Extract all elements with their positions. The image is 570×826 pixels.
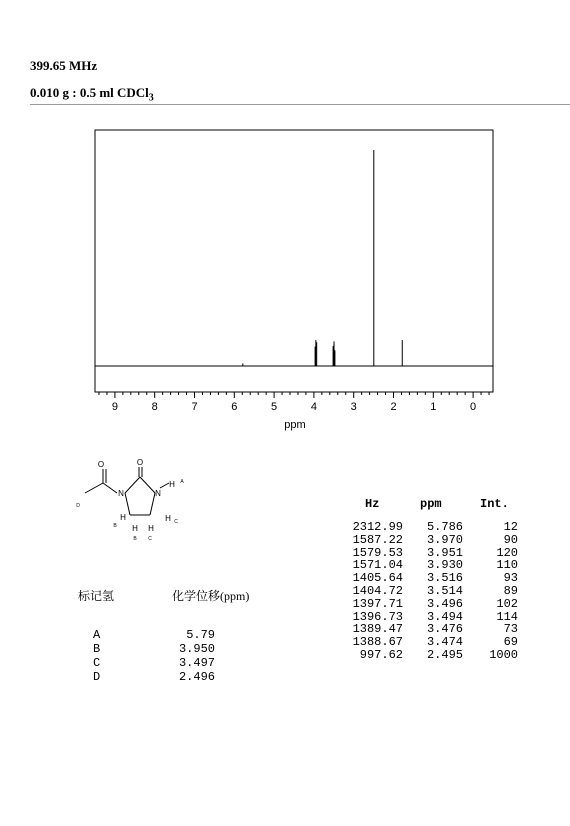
peak-hz-cell: 1396.73	[352, 609, 403, 624]
x-tick-label: 5	[271, 401, 278, 413]
atom-label: C	[174, 519, 178, 525]
assignment-shift-header: 化学位移(ppm)	[172, 589, 250, 603]
peak-table-header-hz: Hz	[365, 497, 380, 511]
atom-label: H	[165, 514, 171, 523]
peak-int-cell: 73	[503, 622, 518, 637]
x-tick-label: 4	[310, 401, 317, 413]
peak-int-cell: 90	[503, 532, 518, 547]
peak-ppm-cell: 3.516	[426, 571, 463, 586]
assignment-row-shift: 3.950	[178, 642, 215, 656]
molecule-structure	[65, 455, 215, 550]
atom-label: A	[180, 479, 184, 485]
x-tick-label: 7	[191, 401, 198, 413]
peak-lines	[243, 150, 402, 366]
assignment-row-label: B	[93, 642, 101, 656]
atom-label: H	[132, 524, 138, 533]
bond	[140, 477, 155, 493]
atom-label: O	[136, 458, 144, 467]
plot-frame	[95, 130, 493, 392]
bond	[85, 483, 103, 493]
peak-hz-cell: 1579.53	[352, 545, 403, 560]
atom-label: B	[133, 536, 137, 542]
x-tick-label: 8	[151, 401, 158, 413]
assignment-row-label: A	[93, 628, 101, 642]
x-tick-label: 6	[231, 401, 238, 413]
peak-hz-cell: 1388.67	[352, 635, 403, 650]
peak-hz-cell: 1389.47	[352, 622, 403, 637]
x-tick-label: 2	[390, 401, 397, 413]
atom-label: H	[169, 480, 175, 489]
peak-int-cell: 12	[503, 520, 518, 534]
peak-ppm-cell: 3.476	[426, 622, 463, 637]
peak-ppm-cell: 5.786	[426, 520, 463, 534]
peak-hz-cell: 1397.71	[352, 596, 403, 611]
assignment-row-shift: 3.497	[178, 656, 215, 670]
atom-label: N	[155, 489, 161, 498]
bond	[103, 483, 117, 493]
peak-ppm-cell: 3.930	[426, 558, 463, 573]
x-axis-ticks	[99, 392, 489, 398]
x-axis-label: ppm	[284, 419, 306, 431]
x-tick-label: 0	[470, 401, 477, 413]
peak-hz-cell: 2312.99	[352, 520, 403, 534]
peak-hz-cell: 997.62	[359, 648, 403, 662]
peak-ppm-cell: 3.951	[426, 545, 463, 560]
peak-int-cell: 114	[496, 609, 518, 624]
peak-ppm-cell: 3.494	[426, 609, 463, 624]
atom-label: D	[76, 503, 80, 509]
peak-hz-cell: 1587.22	[352, 532, 403, 547]
atom-label: N	[118, 489, 124, 498]
peak-hz-cell: 1405.64	[352, 571, 403, 586]
peak-table-header-int: Int.	[480, 497, 509, 511]
x-tick-label: 3	[350, 401, 357, 413]
atom-label: C	[148, 536, 152, 542]
peak-int-cell: 69	[503, 635, 518, 650]
bond	[160, 483, 169, 488]
atom-label: B	[113, 523, 117, 529]
peak-table-header-ppm: ppm	[420, 497, 442, 511]
peak-int-cell: 89	[503, 584, 518, 598]
assignment-row-label: D	[93, 670, 101, 684]
assignment-row-shift: 2.496	[178, 670, 215, 684]
peak-ppm-cell: 3.514	[426, 584, 463, 598]
peak-ppm-cell: 2.495	[426, 648, 463, 662]
peak-hz-cell: 1571.04	[352, 558, 403, 573]
peak-int-cell: 1000	[489, 648, 518, 662]
peak-hz-cell: 1404.72	[352, 584, 403, 598]
assignment-row-label: C	[93, 656, 101, 670]
bond	[125, 493, 130, 515]
atom-label: H	[120, 513, 126, 522]
x-tick-label: 1	[430, 401, 437, 413]
sample-subscript: 3	[148, 92, 154, 104]
peak-int-cell: 102	[496, 596, 518, 611]
assignment-row-shift: 5.79	[186, 628, 215, 642]
peak-ppm-cell: 3.970	[426, 532, 463, 547]
x-axis-tick-labels	[112, 401, 476, 413]
peak-ppm-cell: 3.474	[426, 635, 463, 650]
atom-label: O	[97, 460, 105, 469]
spectrometer-frequency: 399.65 MHz	[30, 58, 98, 73]
assignment-label-header: 标记氢	[78, 589, 115, 603]
peak-int-cell: 120	[496, 545, 518, 560]
peak-int-cell: 93	[503, 571, 518, 586]
atom-label: H	[148, 524, 154, 533]
sample-text: 0.010 g : 0.5 ml CDCl	[30, 85, 149, 100]
bond	[125, 477, 140, 493]
peak-int-cell: 110	[496, 558, 518, 573]
x-tick-label: 9	[111, 401, 118, 413]
peak-ppm-cell: 3.496	[426, 596, 463, 611]
